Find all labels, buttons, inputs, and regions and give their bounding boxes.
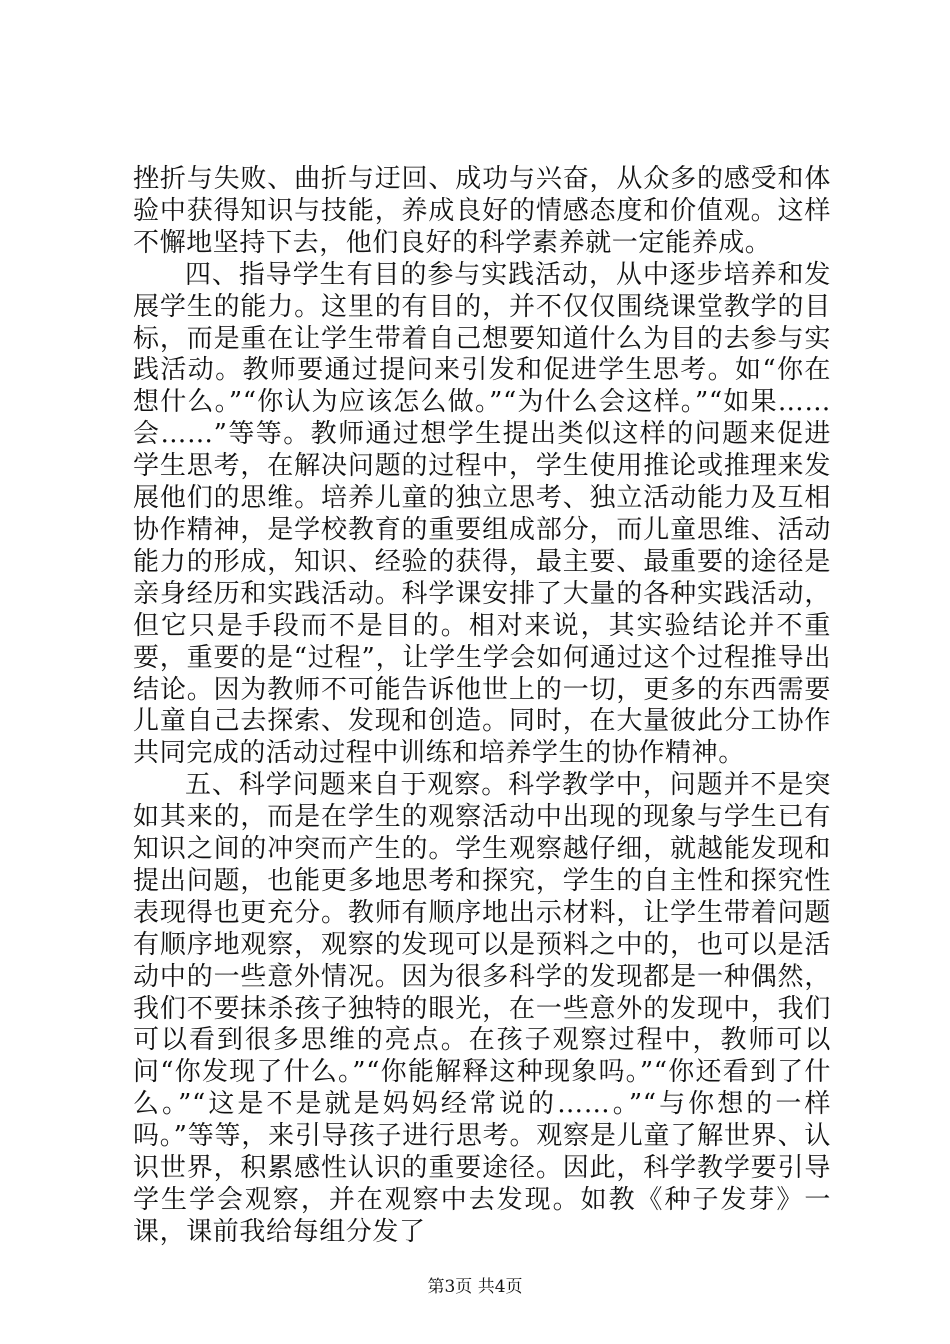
paragraph-section-five: 五、科学问题来自于观察。科学教学中，问题并不是突如其来的，而是在学生的观察活动中出现的现象与学生已有知识之间的冲突而产生的。学生观察越仔细，就越能发现和提出问题，也能更多地思考和探究，学生的自主性和探究性表现得也更充分。教师有顺序地出示材料，让学生带着问题有顺序地观察，观察的发现可以是预料之中的，也可以是活动中的一些意外情况。因为很多科学的发现都是一种偶然，我们不要抹杀孩子独特的眼光，在一些意外的发现中，我们可以看到很多思维的亮点。在孩子观察过程中，教师可以问“你发现了什么。”“你能解释这种现象吗。”“你还看到了什么。”“这是不是就是妈妈经常说的……。”“与你想的一样吗。”等等，来引导孩子进行思考。观察是儿童了解世界、认识世界，积累感性认识的重要途径。因此，科学教学要引导学生学会观察，并在观察中去发现。如教《种子发芽》一课，课前我给每组分发了 <box>133 770 831 1247</box>
paragraph-section-four: 四、指导学生有目的参与实践活动，从中逐步培养和发展学生的能力。这里的有目的，并不仅仅围绕课堂教学的目标，而是重在让学生带着自己想要知道什么为目的去参与实践活动。教师要通过提问来引发和促进学生思考。如“你在想什么。”“你认为应该怎么做。”“为什么会这样。”“如果……会……”等等。教师通过想学生提出类似这样的问题来促进学生思考，在解决问题的过程中，学生使用推论或推理来发展他们的思维。培养儿童的独立思考、独立活动能力及互相协作精神，是学校教育的重要组成部分，而儿童思维、活动能力的形成，知识、经验的获得，最主要、最重要的途径是亲身经历和实践活动。科学课安排了大量的各种实践活动，但它只是手段而不是目的。相对来说，其实验结论并不重要，重要的是“过程”，让学生学会如何通过这个过程推导出结论。因为教师不可能告诉他世上的一切，更多的东西需要儿童自己去探索、发现和创造。同时，在大量彼此分工协作共同完成的活动过程中训练和培养学生的协作精神。 <box>133 259 831 769</box>
document-body <box>133 164 831 1249</box>
paragraph-continuation: 挫折与失败、曲折与迂回、成功与兴奋，从众多的感受和体验中获得知识与技能，养成良好的情感态度和价值观。这样不懈地坚持下去，他们良好的科学素养就一定能养成。 <box>133 164 831 258</box>
page-number-footer: 第3页 共4页 <box>427 1277 523 1297</box>
